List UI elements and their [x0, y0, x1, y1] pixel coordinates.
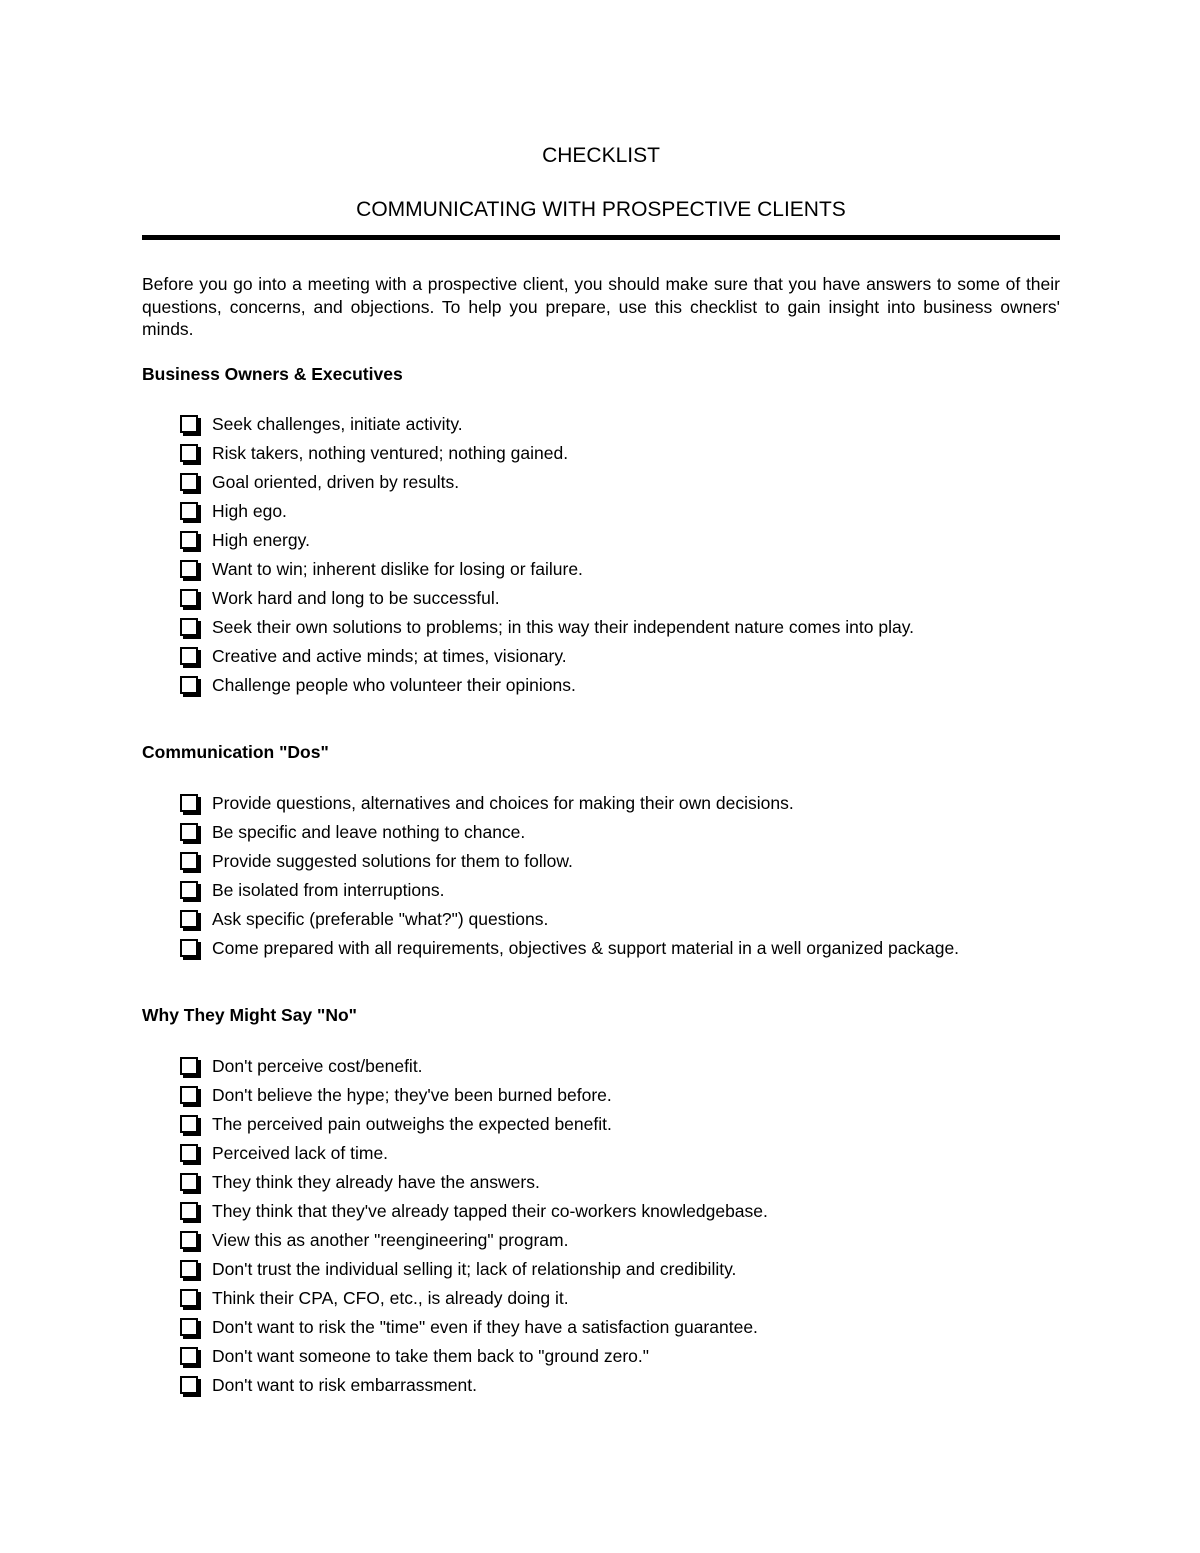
document-subtitle: COMMUNICATING WITH PROSPECTIVE CLIENTS: [356, 198, 846, 221]
checkbox-icon[interactable]: [180, 1086, 198, 1104]
checklist-item: [178, 671, 914, 700]
checklist-item: [178, 1371, 768, 1400]
checklist-item-text: Don't trust the individual selling it; lack of relationship and credibility.: [212, 1259, 737, 1279]
checklist-item-text: Be specific and leave nothing to chance.: [212, 822, 526, 842]
checkbox-icon[interactable]: [180, 444, 198, 462]
checklist-item-text: Provide questions, alternatives and choices for making their own decisions.: [212, 793, 794, 813]
checklist-item: [178, 1052, 768, 1081]
document-title: CHECKLIST: [542, 144, 660, 167]
section-heading-communication-dos: Communication "Dos": [142, 742, 329, 762]
checklist-item-text: Seek challenges, initiate activity.: [212, 414, 463, 434]
checklist-item: [178, 584, 914, 613]
checklist-why-no: [178, 1052, 768, 1400]
checklist-item-text: Come prepared with all requirements, objectives & support material in a well organized package.: [212, 938, 960, 958]
checkbox-icon[interactable]: [180, 502, 198, 520]
checklist-item: [178, 1139, 768, 1168]
checklist-item-text: Creative and active minds; at times, visionary.: [212, 646, 567, 666]
checklist-item-text: Seek their own solutions to problems; in this way their independent nature comes into play.: [212, 617, 915, 637]
checklist-item: [178, 1313, 768, 1342]
checkbox-icon[interactable]: [180, 1289, 198, 1307]
checklist-business-owners: [178, 410, 914, 700]
checkbox-icon[interactable]: [180, 910, 198, 928]
checkbox-icon[interactable]: [180, 618, 198, 636]
checkbox-icon[interactable]: [180, 1347, 198, 1365]
checklist-item: [178, 934, 959, 963]
checklist-item: [178, 468, 914, 497]
checklist-item-text: They think they already have the answers.: [212, 1172, 540, 1192]
checklist-item: [178, 613, 914, 642]
checklist-item: [178, 1110, 768, 1139]
checklist-item-text: The perceived pain outweighs the expected benefit.: [212, 1114, 612, 1134]
checkbox-icon[interactable]: [180, 939, 198, 957]
checkbox-icon[interactable]: [180, 1202, 198, 1220]
checkbox-icon[interactable]: [180, 560, 198, 578]
checklist-communication-dos: [178, 789, 959, 963]
checkbox-icon[interactable]: [180, 589, 198, 607]
checkbox-icon[interactable]: [180, 676, 198, 694]
checklist-item-text: Think their CPA, CFO, etc., is already doing it.: [212, 1288, 569, 1308]
checklist-item: [178, 789, 959, 818]
checklist-item-text: They think that they've already tapped their co-workers knowledgebase.: [212, 1201, 768, 1221]
checkbox-icon[interactable]: [180, 794, 198, 812]
intro-paragraph: Before you go into a meeting with a prospective client, you should make sure that you have answers to some of their questions, concerns, and objections. To help you prepare, use this checklist to gain insight into business owners' minds.: [142, 274, 1060, 339]
checklist-item: [178, 847, 959, 876]
title-divider: [142, 235, 1060, 240]
checklist-item-text: Work hard and long to be successful.: [212, 588, 500, 608]
section-heading-business-owners: Business Owners & Executives: [142, 364, 403, 384]
checklist-item-text: Risk takers, nothing ventured; nothing gained.: [212, 443, 569, 463]
checklist-item-text: Be isolated from interruptions.: [212, 880, 445, 900]
checklist-item-text: Ask specific (preferable "what?") questions.: [212, 909, 549, 929]
checklist-item: [178, 1226, 768, 1255]
checklist-item-text: Don't perceive cost/benefit.: [212, 1056, 423, 1076]
checklist-item: [178, 497, 914, 526]
checklist-item-text: Provide suggested solutions for them to follow.: [212, 851, 573, 871]
checkbox-icon[interactable]: [180, 823, 198, 841]
checklist-item: [178, 876, 959, 905]
checkbox-icon[interactable]: [180, 473, 198, 491]
checkbox-icon[interactable]: [180, 1260, 198, 1278]
checkbox-icon[interactable]: [180, 1173, 198, 1191]
checklist-item-text: Goal oriented, driven by results.: [212, 472, 460, 492]
checkbox-icon[interactable]: [180, 1231, 198, 1249]
checklist-item: [178, 1255, 768, 1284]
checklist-item: [178, 1284, 768, 1313]
checklist-item-text: High energy.: [212, 530, 310, 550]
checkbox-icon[interactable]: [180, 531, 198, 549]
checkbox-icon[interactable]: [180, 647, 198, 665]
checkbox-icon[interactable]: [180, 852, 198, 870]
checklist-item: [178, 642, 914, 671]
checkbox-icon[interactable]: [180, 1318, 198, 1336]
checklist-item: [178, 1197, 768, 1226]
checklist-item-text: Challenge people who volunteer their opinions.: [212, 675, 576, 695]
checklist-item-text: High ego.: [212, 501, 287, 521]
checklist-item-text: Don't want to risk the "time" even if they have a satisfaction guarantee.: [212, 1317, 758, 1337]
checklist-item: [178, 818, 959, 847]
checkbox-icon[interactable]: [180, 415, 198, 433]
checklist-item: [178, 439, 914, 468]
checkbox-icon[interactable]: [180, 1115, 198, 1133]
checklist-item-text: Want to win; inherent dislike for losing or failure.: [212, 559, 583, 579]
checklist-item-text: Don't believe the hype; they've been burned before.: [212, 1085, 612, 1105]
checklist-item: [178, 1081, 768, 1110]
checklist-item-text: View this as another "reengineering" program.: [212, 1230, 569, 1250]
checkbox-icon[interactable]: [180, 1376, 198, 1394]
section-heading-why-no: Why They Might Say "No": [142, 1005, 357, 1025]
checklist-item-text: Don't want someone to take them back to "ground zero.": [212, 1346, 649, 1366]
checklist-item-text: Don't want to risk embarrassment.: [212, 1375, 477, 1395]
checkbox-icon[interactable]: [180, 1144, 198, 1162]
checklist-item: [178, 410, 914, 439]
checklist-item: [178, 905, 959, 934]
checklist-item: [178, 1168, 768, 1197]
checklist-item: [178, 1342, 768, 1371]
checklist-item: [178, 526, 914, 555]
checkbox-icon[interactable]: [180, 881, 198, 899]
checklist-item: [178, 555, 914, 584]
checklist-item-text: Perceived lack of time.: [212, 1143, 389, 1163]
checkbox-icon[interactable]: [180, 1057, 198, 1075]
